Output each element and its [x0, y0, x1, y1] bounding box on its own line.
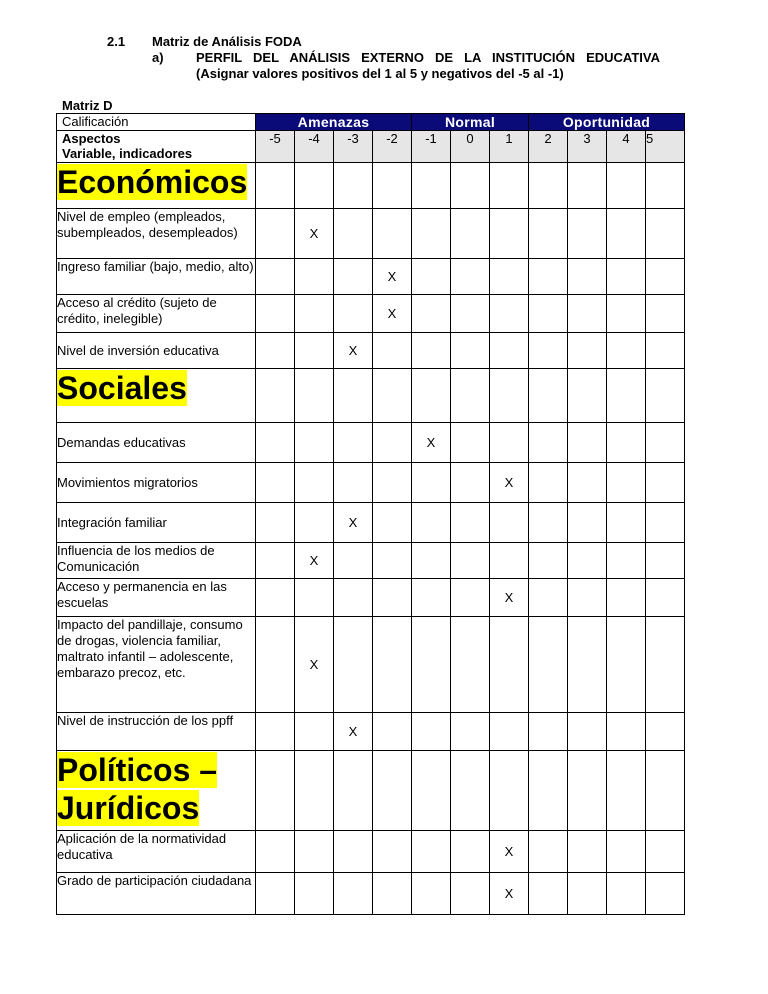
- rating-mark: X: [334, 503, 373, 543]
- empty-cell: [295, 751, 334, 831]
- rating-cell: [451, 713, 490, 751]
- rating-cell: [607, 333, 646, 369]
- rating-cell: [373, 617, 412, 713]
- rating-cell: [256, 209, 295, 259]
- rating-cell: [256, 463, 295, 503]
- rating-cell: [568, 617, 607, 713]
- rating-cell: [529, 579, 568, 617]
- rating-cell: [529, 543, 568, 579]
- rating-cell: [490, 423, 529, 463]
- rating-mark: X: [295, 209, 334, 259]
- empty-cell: [373, 163, 412, 209]
- empty-cell: [568, 751, 607, 831]
- rating-cell: [412, 463, 451, 503]
- rating-cell: [646, 713, 685, 751]
- scale-value: -2: [373, 131, 412, 163]
- indicator-row: [57, 873, 685, 915]
- rating-cell: [451, 831, 490, 873]
- rating-cell: [451, 579, 490, 617]
- rating-cell: [490, 617, 529, 713]
- rating-cell: [607, 295, 646, 333]
- rating-cell: [451, 295, 490, 333]
- rating-cell: [256, 617, 295, 713]
- rating-cell: [607, 543, 646, 579]
- rating-cell: [373, 209, 412, 259]
- indicator-label: Nivel de empleo (empleados, subempleados, desempleados): [57, 209, 256, 259]
- scale-value: 0: [451, 131, 490, 163]
- rating-cell: [646, 617, 685, 713]
- empty-cell: [256, 751, 295, 831]
- rating-cell: [568, 873, 607, 915]
- rating-cell: [490, 295, 529, 333]
- rating-mark: X: [295, 617, 334, 713]
- indicator-label: Nivel de instrucción de los ppff: [57, 713, 256, 751]
- empty-cell: [529, 163, 568, 209]
- empty-cell: [334, 163, 373, 209]
- note: (Asignar valores positivos del 1 al 5 y negativos del -5 al -1): [196, 66, 564, 81]
- rating-cell: [646, 463, 685, 503]
- rating-cell: [451, 503, 490, 543]
- rating-cell: [451, 617, 490, 713]
- rating-cell: [529, 713, 568, 751]
- indicator-row: [57, 543, 685, 579]
- item-letter: a): [152, 50, 164, 65]
- rating-cell: [295, 463, 334, 503]
- empty-cell: [607, 751, 646, 831]
- empty-cell: [568, 369, 607, 423]
- rating-cell: [568, 295, 607, 333]
- empty-cell: [646, 163, 685, 209]
- rating-cell: [568, 463, 607, 503]
- rating-cell: [412, 579, 451, 617]
- rating-cell: [373, 423, 412, 463]
- indicator-row: [57, 617, 685, 713]
- rating-cell: [451, 423, 490, 463]
- rating-cell: [334, 873, 373, 915]
- indicator-row: [57, 209, 685, 259]
- rating-cell: [607, 831, 646, 873]
- group-header-row: [57, 114, 685, 131]
- rating-cell: [334, 579, 373, 617]
- empty-cell: [529, 369, 568, 423]
- empty-cell: [451, 751, 490, 831]
- category-row: [57, 369, 685, 423]
- rating-cell: [607, 463, 646, 503]
- indicator-label: Impacto del pandillaje, consumo de drogas, violencia familiar, maltrato infantil – adolescente, embarazo precoz, etc.: [57, 617, 256, 713]
- rating-cell: [607, 423, 646, 463]
- empty-cell: [607, 163, 646, 209]
- rating-cell: [412, 713, 451, 751]
- rating-cell: [646, 333, 685, 369]
- rating-cell: [373, 463, 412, 503]
- rating-cell: [451, 209, 490, 259]
- indicator-row: [57, 831, 685, 873]
- empty-cell: [490, 369, 529, 423]
- rating-cell: [607, 713, 646, 751]
- indicator-row: [57, 259, 685, 295]
- subtitle: PERFIL DEL ANÁLISIS EXTERNO DE LA INSTITUCIÓN EDUCATIVA: [196, 50, 660, 65]
- rating-cell: [256, 259, 295, 295]
- rating-cell: [568, 713, 607, 751]
- rating-cell: [373, 873, 412, 915]
- rating-cell: [451, 463, 490, 503]
- rating-cell: [256, 713, 295, 751]
- rating-cell: [451, 259, 490, 295]
- rating-cell: [295, 295, 334, 333]
- rating-cell: [529, 333, 568, 369]
- indicator-label: Demandas educativas: [57, 423, 256, 463]
- calificacion-label: Calificación: [57, 114, 256, 131]
- rating-cell: [646, 543, 685, 579]
- indicator-label: Aplicación de la normatividad educativa: [57, 831, 256, 873]
- rating-cell: [646, 423, 685, 463]
- rating-cell: [295, 831, 334, 873]
- category-title: Sociales: [57, 370, 187, 406]
- rating-cell: [295, 503, 334, 543]
- rating-cell: [568, 503, 607, 543]
- indicator-label: Movimientos migratorios: [57, 463, 256, 503]
- empty-cell: [451, 369, 490, 423]
- rating-mark: X: [412, 423, 451, 463]
- empty-cell: [373, 369, 412, 423]
- rating-cell: [412, 295, 451, 333]
- category-title: Políticos – Jurídicos: [57, 752, 218, 826]
- rating-cell: [529, 259, 568, 295]
- empty-cell: [412, 163, 451, 209]
- rating-cell: [568, 333, 607, 369]
- scale-value: 1: [490, 131, 529, 163]
- rating-cell: [334, 617, 373, 713]
- rating-cell: [568, 259, 607, 295]
- rating-cell: [295, 333, 334, 369]
- indicator-label: Grado de participación ciudadana: [57, 873, 256, 915]
- empty-cell: [295, 163, 334, 209]
- rating-cell: [451, 873, 490, 915]
- empty-cell: [568, 163, 607, 209]
- rating-cell: [412, 333, 451, 369]
- scale-value: -1: [412, 131, 451, 163]
- rating-cell: [295, 873, 334, 915]
- category-title: Económicos: [57, 164, 248, 200]
- indicator-row: [57, 333, 685, 369]
- scale-value: 3: [568, 131, 607, 163]
- aspectos-label: Aspectos: [62, 131, 121, 146]
- rating-cell: [529, 295, 568, 333]
- rating-cell: [646, 295, 685, 333]
- empty-cell: [256, 163, 295, 209]
- category-cell: [57, 163, 256, 209]
- rating-cell: [256, 295, 295, 333]
- foda-matrix-table: [56, 113, 685, 915]
- empty-cell: [646, 369, 685, 423]
- indicator-row: [57, 713, 685, 751]
- rating-cell: [607, 873, 646, 915]
- rating-cell: [490, 333, 529, 369]
- empty-cell: [607, 369, 646, 423]
- rating-cell: [256, 333, 295, 369]
- rating-cell: [373, 579, 412, 617]
- scale-row: [57, 131, 685, 163]
- rating-cell: [256, 579, 295, 617]
- rating-cell: [373, 333, 412, 369]
- rating-cell: [412, 543, 451, 579]
- empty-cell: [412, 369, 451, 423]
- rating-cell: [490, 209, 529, 259]
- rating-cell: [568, 579, 607, 617]
- rating-cell: [646, 831, 685, 873]
- rating-cell: [646, 259, 685, 295]
- rating-cell: [529, 463, 568, 503]
- scale-value: 2: [529, 131, 568, 163]
- rating-cell: [373, 831, 412, 873]
- rating-cell: [451, 333, 490, 369]
- rating-mark: X: [490, 873, 529, 915]
- empty-cell: [256, 369, 295, 423]
- rating-cell: [412, 617, 451, 713]
- section-number: 2.1: [107, 34, 126, 49]
- rating-cell: [295, 259, 334, 295]
- indicator-label: Acceso y permanencia en las escuelas: [57, 579, 256, 617]
- indicator-label: Nivel de inversión educativa: [57, 333, 256, 369]
- rating-cell: [607, 617, 646, 713]
- rating-cell: [412, 831, 451, 873]
- empty-cell: [529, 751, 568, 831]
- rating-cell: [490, 259, 529, 295]
- rating-cell: [529, 873, 568, 915]
- rating-cell: [646, 873, 685, 915]
- rating-cell: [607, 259, 646, 295]
- indicator-row: [57, 579, 685, 617]
- rating-cell: [295, 579, 334, 617]
- category-row: [57, 751, 685, 831]
- indicator-row: [57, 423, 685, 463]
- rating-cell: [451, 543, 490, 579]
- rating-cell: [373, 503, 412, 543]
- rating-cell: [529, 617, 568, 713]
- rating-cell: [373, 543, 412, 579]
- rating-cell: [607, 209, 646, 259]
- rating-mark: X: [490, 831, 529, 873]
- rating-cell: [646, 579, 685, 617]
- rating-mark: X: [373, 259, 412, 295]
- rating-cell: [568, 423, 607, 463]
- rating-mark: X: [295, 543, 334, 579]
- indicator-row: [57, 463, 685, 503]
- rating-cell: [256, 423, 295, 463]
- rating-cell: [490, 543, 529, 579]
- rating-cell: [295, 423, 334, 463]
- empty-cell: [451, 163, 490, 209]
- rating-cell: [646, 209, 685, 259]
- rating-cell: [256, 831, 295, 873]
- rating-mark: X: [373, 295, 412, 333]
- variable-label: Variable, indicadores: [62, 146, 193, 161]
- scale-value: 4: [607, 131, 646, 163]
- rating-cell: [529, 209, 568, 259]
- rating-cell: [607, 579, 646, 617]
- rating-mark: X: [490, 579, 529, 617]
- rating-cell: [256, 873, 295, 915]
- empty-cell: [373, 751, 412, 831]
- rating-cell: [256, 543, 295, 579]
- rating-cell: [373, 713, 412, 751]
- rating-cell: [607, 503, 646, 543]
- rating-cell: [412, 209, 451, 259]
- rating-cell: [334, 259, 373, 295]
- empty-cell: [334, 751, 373, 831]
- aspectos-header: [57, 131, 256, 163]
- rating-cell: [529, 831, 568, 873]
- rating-cell: [568, 209, 607, 259]
- rating-cell: [568, 543, 607, 579]
- indicator-label: Ingreso familiar (bajo, medio, alto): [57, 259, 256, 295]
- rating-mark: X: [334, 333, 373, 369]
- rating-cell: [334, 831, 373, 873]
- empty-cell: [490, 751, 529, 831]
- indicator-label: Influencia de los medios de Comunicación: [57, 543, 256, 579]
- rating-cell: [529, 423, 568, 463]
- category-row: [57, 163, 685, 209]
- rating-cell: [646, 503, 685, 543]
- scale-value: 5: [646, 131, 685, 163]
- empty-cell: [334, 369, 373, 423]
- rating-mark: X: [490, 463, 529, 503]
- rating-cell: [334, 295, 373, 333]
- rating-mark: X: [334, 713, 373, 751]
- rating-cell: [256, 503, 295, 543]
- empty-cell: [412, 751, 451, 831]
- group-amenazas: Amenazas: [256, 114, 412, 131]
- group-oportunidad: Oportunidad: [529, 114, 685, 131]
- rating-cell: [490, 503, 529, 543]
- empty-cell: [295, 369, 334, 423]
- rating-cell: [334, 423, 373, 463]
- rating-cell: [490, 713, 529, 751]
- indicator-label: Acceso al crédito (sujeto de crédito, inelegible): [57, 295, 256, 333]
- rating-cell: [412, 259, 451, 295]
- section-title: Matriz de Análisis FODA: [152, 34, 302, 49]
- rating-cell: [334, 463, 373, 503]
- group-normal: Normal: [412, 114, 529, 131]
- empty-cell: [646, 751, 685, 831]
- indicator-label: Integración familiar: [57, 503, 256, 543]
- scale-value: -3: [334, 131, 373, 163]
- rating-cell: [529, 503, 568, 543]
- rating-cell: [334, 209, 373, 259]
- matrix-label: Matriz D: [62, 98, 113, 113]
- rating-cell: [334, 543, 373, 579]
- rating-cell: [412, 503, 451, 543]
- empty-cell: [490, 163, 529, 209]
- category-cell: [57, 751, 256, 831]
- rating-cell: [568, 831, 607, 873]
- rating-cell: [412, 873, 451, 915]
- rating-cell: [295, 713, 334, 751]
- scale-value: -5: [256, 131, 295, 163]
- indicator-row: [57, 295, 685, 333]
- category-cell: [57, 369, 256, 423]
- scale-value: -4: [295, 131, 334, 163]
- indicator-row: [57, 503, 685, 543]
